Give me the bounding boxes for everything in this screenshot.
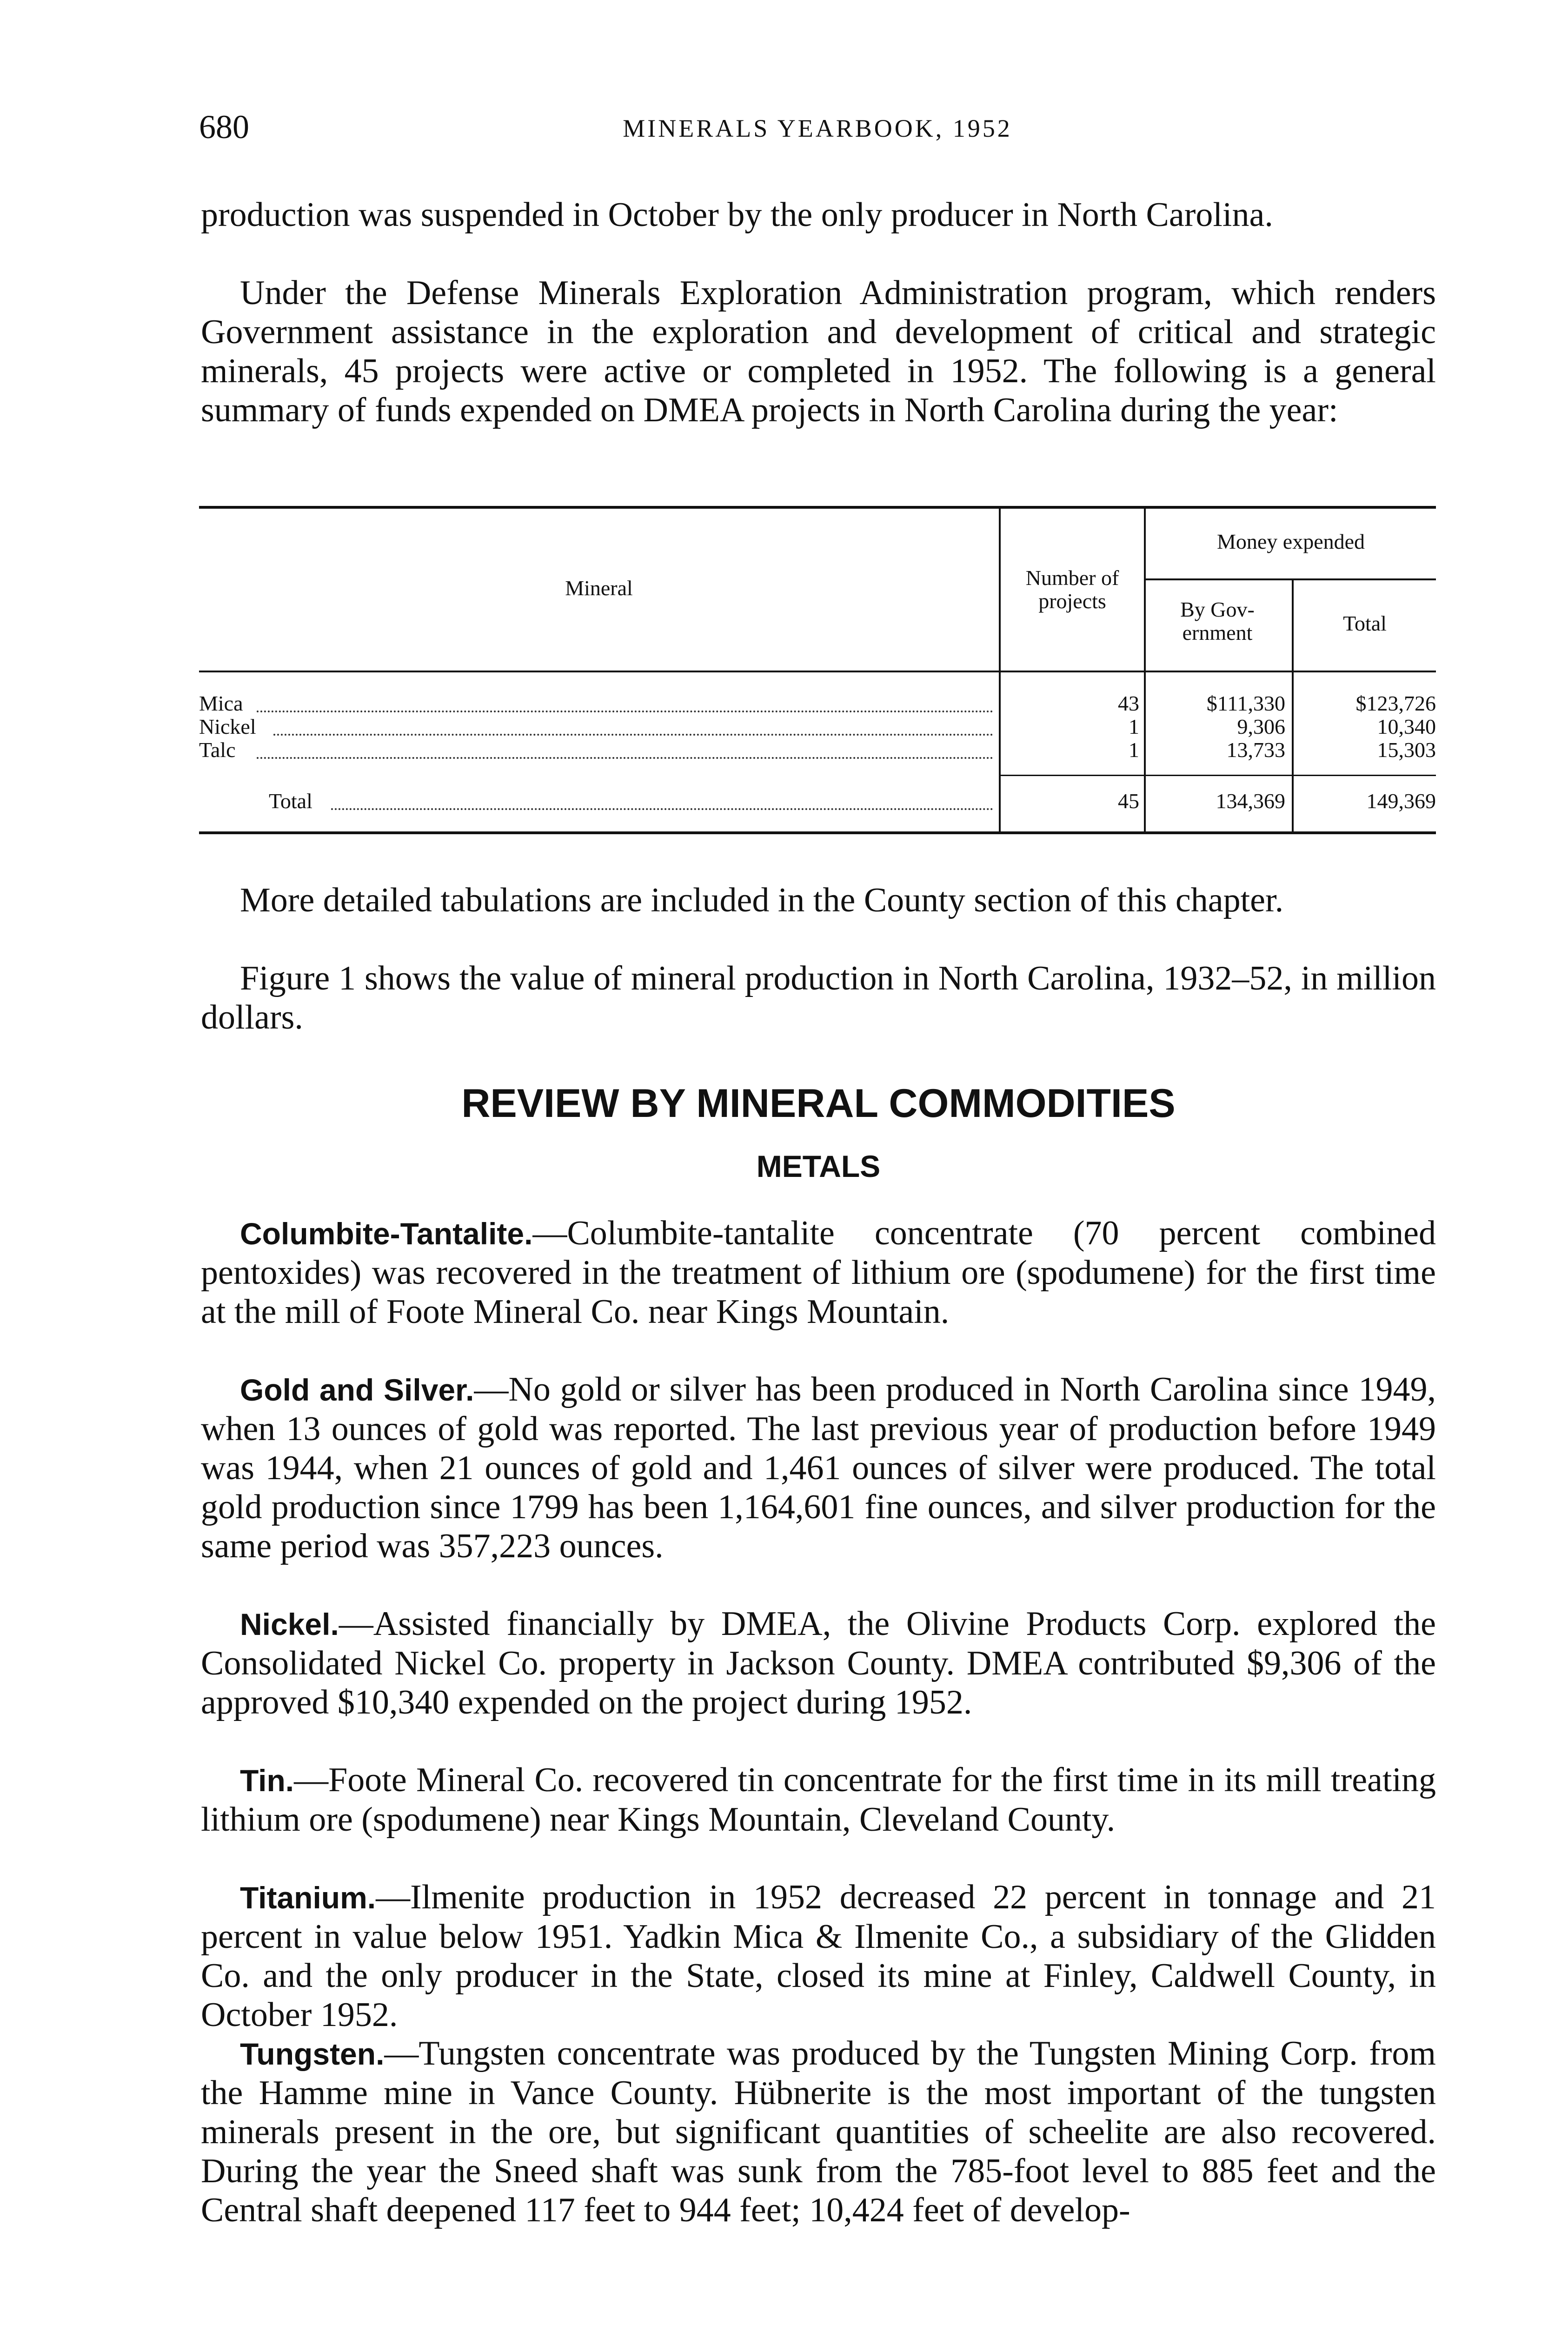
- row-total: $123,726: [1355, 691, 1436, 715]
- table-col-rule-2: [1144, 509, 1146, 831]
- row-mineral: Mica: [199, 691, 243, 715]
- dot-leader: [257, 757, 993, 759]
- table-bottom-rule: [199, 831, 1436, 834]
- paragraph-body: —Columbite-tantalite concentrate (70 percent combined pentoxides) was recovered in the treatment of lithium ore (spodumene) for the first time at the mill of Foote Mineral Co. near Kings Mountain.: [201, 1214, 1436, 1331]
- dot-leader: [273, 734, 993, 736]
- paragraph-columbite-tantalite: [201, 1214, 1436, 1331]
- paragraph-titanium: [201, 1878, 1436, 2034]
- paragraph-body: —Ilmenite production in 1952 decreased 22 percent in tonnage and 21 percent in value below 1951. Yadkin Mica & Ilmenite Co., a subsidiary of the Glidden Co. and the only producer in the State, closed its mine at Finley, Caldwell County, in October 1952.: [201, 1878, 1436, 2034]
- paragraph-lead: Titanium.: [240, 1880, 376, 1915]
- paragraph-tungsten: [201, 2034, 1436, 2230]
- row-government: $111,330: [1206, 691, 1285, 715]
- dot-leader: [331, 808, 993, 810]
- intro-paragraph-2: Under the Defense Minerals Exploration Administration program, which renders Government assistance in the exploration and development of critical and strategic minerals, 45 projects were active or completed in 1952. The following is a general summary of funds expended on DMEA projects in North Carolina during the year:: [201, 274, 1436, 429]
- total-total: 149,369: [1366, 789, 1436, 813]
- paragraph-lead: Gold and Silver.: [240, 1373, 474, 1407]
- paragraph-body: —Assisted financially by DMEA, the Olivine Products Corp. explored the Consolidated Nickel Co. property in Jackson County. DMEA contributed $9,306 of the approved $10,340 expended on the project during 1952.: [201, 1605, 1436, 1721]
- section-heading: REVIEW BY MINERAL COMMODITIES: [461, 1081, 1176, 1126]
- column-header-by-government: By Gov- ernment: [1180, 598, 1255, 644]
- row-mineral: Talc: [199, 738, 236, 762]
- table-col-rule-1: [999, 509, 1001, 831]
- dmea-funds-table: [199, 506, 1436, 837]
- paragraph-body: —No gold or silver has been produced in North Carolina since 1949, when 13 ounces of gold was reported. The last previous year of production before 1949 was 1944, when 21 ounces of gold and 1,461 ounces of silver were produced. The total gold production since 1799 has been 1,164,601 fine ounces, and silver production for the same period was 357,223 ounces.: [201, 1370, 1436, 1565]
- table-subtotal-rule: [1001, 775, 1436, 776]
- row-total: 15,303: [1377, 738, 1436, 762]
- row-projects: 43: [1118, 691, 1139, 715]
- table-header-rule: [199, 671, 1436, 672]
- column-header-total: Total: [1343, 611, 1387, 635]
- paragraph-body: —Tungsten concentrate was produced by the Tungsten Mining Corp. from the Hamme mine in Vance County. Hübnerite is the most important of the tungsten minerals present in the ore, but significant quantities of scheelite are also recovered. During the year the Sneed shaft was sunk from the 785-foot level to 885 feet and the Central shaft deepened 117 feet to 944 feet; 10,424 feet of develop-: [201, 2034, 1436, 2229]
- intro-paragraph-1: production was suspended in October by the only producer in North Carolina.: [201, 196, 1273, 234]
- column-header-mineral: Mineral: [565, 576, 633, 600]
- paragraph-lead: Tungsten.: [240, 2037, 385, 2071]
- after-table-paragraph-2: Figure 1 shows the value of mineral production in North Carolina, 1932–52, in million dollars.: [201, 959, 1436, 1036]
- row-projects: 1: [1129, 715, 1139, 738]
- page-number: 680: [199, 108, 249, 146]
- paragraph-lead: Nickel.: [240, 1607, 339, 1641]
- page-header: [199, 106, 1436, 148]
- paragraph-nickel: [201, 1604, 1436, 1722]
- row-projects: 1: [1129, 738, 1139, 762]
- total-label: Total: [269, 789, 312, 813]
- after-table-paragraph-1: More detailed tabulations are included in the County section of this chapter.: [240, 881, 1284, 919]
- paragraph-tin: [201, 1760, 1436, 1839]
- column-header-money-expended: Money expended: [1216, 530, 1365, 553]
- table-money-rule: [1146, 578, 1436, 580]
- subsection-heading: METALS: [756, 1149, 881, 1183]
- total-government: 134,369: [1216, 789, 1285, 813]
- table-top-rule: [199, 506, 1436, 509]
- paragraph-body: —Foote Mineral Co. recovered tin concentrate for the first time in its mill treating lithium ore (spodumene) near Kings Mountain, Cleveland County.: [201, 1761, 1436, 1839]
- row-total: 10,340: [1377, 715, 1436, 738]
- column-header-projects: Number of projects: [1025, 566, 1119, 613]
- row-government: 13,733: [1226, 738, 1285, 762]
- row-mineral: Nickel: [199, 715, 256, 738]
- dot-leader: [257, 711, 993, 712]
- total-projects: 45: [1118, 789, 1139, 813]
- paragraph-gold-silver: [201, 1370, 1436, 1566]
- running-title: MINERALS YEARBOOK, 1952: [623, 114, 1012, 142]
- paragraph-lead: Columbite-Tantalite.: [240, 1216, 533, 1251]
- paragraph-lead: Tin.: [240, 1763, 294, 1798]
- row-government: 9,306: [1237, 715, 1285, 738]
